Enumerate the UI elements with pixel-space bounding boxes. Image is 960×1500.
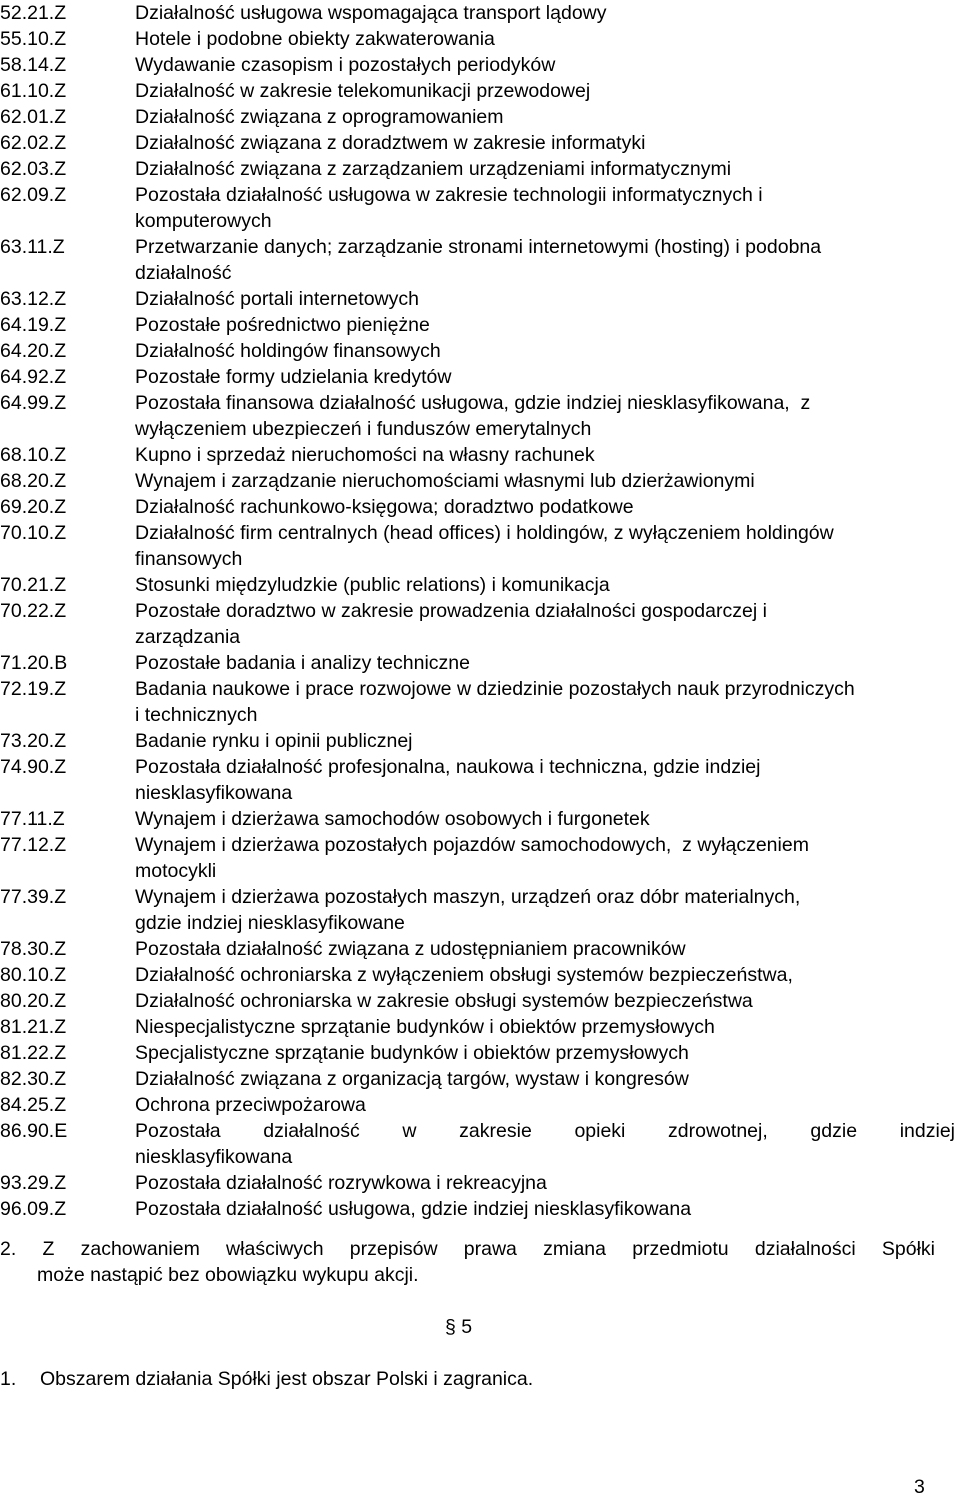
pkd-code: [0, 624, 135, 650]
pkd-description-line: Przetwarzanie danych; zarządzanie stronami internetowymi (hosting) i podobna: [135, 236, 822, 258]
pkd-code: [0, 260, 135, 286]
pkd-code: 63.12.Z: [0, 288, 67, 310]
pkd-code: [0, 208, 135, 234]
pkd-row: [0, 364, 960, 390]
pkd-row: [0, 598, 960, 624]
pkd-code: 58.14.Z: [0, 54, 67, 76]
pkd-description-line: Pozostałe badania i analizy techniczne: [135, 652, 470, 674]
pkd-description-line: i technicznych: [135, 704, 258, 726]
pkd-row: [0, 1066, 960, 1092]
pkd-code: 64.92.Z: [0, 366, 67, 388]
pkd-description-line: Działalność portali internetowych: [135, 288, 419, 310]
pkd-code: 96.09.Z: [0, 1198, 67, 1220]
pkd-code: 93.29.Z: [0, 1172, 67, 1194]
pkd-description-line: Pozostała działalność usługowa, gdzie indziej niesklasyfikowana: [135, 1198, 692, 1220]
pkd-code: [0, 702, 135, 728]
pkd-description-line: Działalność holdingów finansowych: [135, 340, 441, 362]
pkd-row: [0, 650, 960, 676]
pkd-row-continuation: [0, 546, 960, 572]
pkd-code: 62.03.Z: [0, 158, 67, 180]
pkd-row: [0, 1014, 960, 1040]
pkd-row: [0, 442, 960, 468]
pkd-row: [0, 26, 960, 52]
pkd-row: [0, 312, 960, 338]
pkd-row: [0, 130, 960, 156]
pkd-code: 80.20.Z: [0, 990, 67, 1012]
pkd-description-line: Wydawanie czasopism i pozostałych periodyków: [135, 54, 556, 76]
pkd-description-line: Badanie rynku i opinii publicznej: [135, 730, 413, 752]
paragraph-2-line-1: [0, 1236, 935, 1262]
pkd-row: [0, 286, 960, 312]
pkd-code: 86.90.E: [0, 1120, 68, 1142]
pkd-row: [0, 78, 960, 104]
pkd-row: [0, 338, 960, 364]
pkd-description-line: komputerowych: [135, 210, 272, 232]
pkd-row-continuation: [0, 702, 960, 728]
pkd-code: 70.22.Z: [0, 600, 67, 622]
pkd-row: [0, 754, 960, 780]
pkd-row: [0, 1118, 960, 1144]
pkd-code: 64.20.Z: [0, 340, 67, 362]
pkd-description-line: Działalność ochroniarska z wyłączeniem obsługi systemów bezpieczeństwa,: [135, 964, 793, 986]
pkd-code: 81.21.Z: [0, 1016, 67, 1038]
pkd-description-line: wyłączeniem ubezpieczeń i funduszów emerytalnych: [135, 418, 592, 440]
pkd-row: [0, 1092, 960, 1118]
pkd-code: 69.20.Z: [0, 496, 67, 518]
pkd-description-line: Specjalistyczne sprzątanie budynków i obiektów przemysłowych: [135, 1042, 689, 1064]
pkd-description-line: [135, 1118, 960, 1144]
pkd-row: [0, 494, 960, 520]
pkd-row: [0, 468, 960, 494]
pkd-description-line: Pozostałe formy udzielania kredytów: [135, 366, 452, 388]
pkd-row: [0, 1170, 960, 1196]
pkd-description-line: Działalność związana z zarządzaniem urządzeniami informatycznymi: [135, 158, 732, 180]
pkd-code: 62.02.Z: [0, 132, 67, 154]
pkd-code: 63.11.Z: [0, 236, 65, 258]
pkd-code: 52.21.Z: [0, 2, 67, 24]
pkd-code: [0, 910, 135, 936]
pkd-row-continuation: [0, 910, 960, 936]
pkd-code: 82.30.Z: [0, 1068, 67, 1090]
pkd-row-continuation: [0, 260, 960, 286]
pkd-row: [0, 104, 960, 130]
paragraph-2-text-line-2: może nastąpić bez obowiązku wykupu akcji.: [37, 1264, 419, 1286]
pkd-description-line: Działalność w zakresie telekomunikacji przewodowej: [135, 80, 591, 102]
pkd-description-line: Pozostałe pośrednictwo pieniężne: [135, 314, 430, 336]
pkd-description-line: Pozostała działalność związana z udostępnianiem pracowników: [135, 938, 686, 960]
pkd-row: [0, 832, 960, 858]
pkd-description-line: Niespecjalistyczne sprzątanie budynków i obiektów przemysłowych: [135, 1016, 715, 1038]
pkd-description-line: Działalność związana z doradztwem w zakresie informatyki: [135, 132, 646, 154]
pkd-description-line: Działalność związana z oprogramowaniem: [135, 106, 504, 128]
paragraph-2: [0, 1236, 935, 1288]
pkd-code: [0, 858, 135, 884]
pkd-row: [0, 884, 960, 910]
pkd-row: [0, 1196, 960, 1222]
pkd-code: [0, 780, 135, 806]
pkd-row: [0, 234, 960, 260]
pkd-description-line: Działalność firm centralnych (head offices) i holdingów, z wyłączeniem holdingów: [135, 522, 834, 544]
pkd-code: 74.90.Z: [0, 756, 67, 778]
pkd-description-line: Pozostała działalność profesjonalna, naukowa i techniczna, gdzie indziej: [135, 756, 761, 778]
pkd-code: 64.99.Z: [0, 392, 67, 414]
pkd-row: [0, 676, 960, 702]
pkd-code: 62.01.Z: [0, 106, 67, 128]
pkd-description-line: niesklasyfikowana: [135, 1146, 293, 1168]
pkd-code: [0, 546, 135, 572]
page-number: 3: [914, 1476, 925, 1498]
pkd-code: 68.10.Z: [0, 444, 67, 466]
pkd-row: [0, 728, 960, 754]
pkd-row: [0, 182, 960, 208]
pkd-description-line: Hotele i podobne obiekty zakwaterowania: [135, 28, 495, 50]
pkd-code: 81.22.Z: [0, 1042, 67, 1064]
pkd-row: [0, 988, 960, 1014]
pkd-code: 70.10.Z: [0, 522, 67, 544]
pkd-row-continuation: [0, 858, 960, 884]
pkd-description-line: Kupno i sprzedaż nieruchomości na własny rachunek: [135, 444, 595, 466]
pkd-description-line: gdzie indziej niesklasyfikowane: [135, 912, 405, 934]
pkd-description-line: Badania naukowe i prace rozwojowe w dziedzinie pozostałych nauk przyrodniczych: [135, 678, 855, 700]
pkd-row-continuation: [0, 1144, 960, 1170]
pkd-row: [0, 1040, 960, 1066]
pkd-description-line: Działalność rachunkowo-księgowa; doradztwo podatkowe: [135, 496, 634, 518]
pkd-description-line: Wynajem i dzierżawa pozostałych maszyn, urządzeń oraz dóbr materialnych,: [135, 886, 801, 908]
pkd-code: 84.25.Z: [0, 1094, 67, 1116]
pkd-row: [0, 156, 960, 182]
pkd-description-line: Wynajem i dzierżawa pozostałych pojazdów samochodowych, z wyłączeniem: [135, 834, 809, 856]
pkd-code: 77.11.Z: [0, 808, 65, 830]
pkd-row: [0, 962, 960, 988]
pkd-description-line: Pozostała działalność usługowa w zakresie technologii informatycznych i: [135, 184, 763, 206]
pkd-description-line: niesklasyfikowana: [135, 782, 293, 804]
paragraph-1-text: Obszarem działania Spółki jest obszar Polski i zagranica.: [40, 1368, 534, 1390]
paragraph-2-number: 2.: [0, 1238, 17, 1260]
pkd-row: [0, 572, 960, 598]
pkd-description-line: Działalność ochroniarska w zakresie obsługi systemów bezpieczeństwa: [135, 990, 753, 1012]
pkd-row: [0, 936, 960, 962]
pkd-description-line: Działalność usługowa wspomagająca transport lądowy: [135, 2, 607, 24]
paragraph-1-number: 1.: [0, 1368, 17, 1390]
pkd-row: [0, 390, 960, 416]
pkd-description-line: Pozostałe doradztwo w zakresie prowadzenia działalności gospodarczej i: [135, 600, 767, 622]
pkd-row-continuation: [0, 624, 960, 650]
pkd-code: [0, 416, 135, 442]
pkd-description-line: zarządzania: [135, 626, 241, 648]
pkd-code: 72.19.Z: [0, 678, 67, 700]
pkd-row-continuation: [0, 416, 960, 442]
pkd-description-line: działalność: [135, 262, 232, 284]
pkd-description-line: Ochrona przeciwpożarowa: [135, 1094, 366, 1116]
pkd-code: 68.20.Z: [0, 470, 67, 492]
pkd-row: [0, 806, 960, 832]
pkd-code: 55.10.Z: [0, 28, 67, 50]
pkd-description-justified-line: Pozostała działalność w zakresie opieki zdrowotnej, gdzie indziej: [135, 1120, 955, 1142]
pkd-row: [0, 52, 960, 78]
pkd-description-line: Działalność związana z organizacją targów, wystaw i kongresów: [135, 1068, 689, 1090]
pkd-row: [0, 0, 960, 26]
pkd-row-continuation: [0, 208, 960, 234]
section-heading: § 5: [445, 1316, 473, 1338]
pkd-description-line: Wynajem i dzierżawa samochodów osobowych i furgonetek: [135, 808, 650, 830]
pkd-description-line: finansowych: [135, 548, 243, 570]
pkd-code: 62.09.Z: [0, 184, 67, 206]
paragraph-2-text-line-1: Z zachowaniem właściwych przepisów prawa zmiana przedmiotu działalności Spółki: [42, 1238, 935, 1260]
pkd-code: 71.20.B: [0, 652, 68, 674]
pkd-code: 73.20.Z: [0, 730, 67, 752]
pkd-code: [0, 1144, 135, 1170]
pkd-code: 80.10.Z: [0, 964, 67, 986]
pkd-code: 77.39.Z: [0, 886, 67, 908]
pkd-code: 78.30.Z: [0, 938, 67, 960]
pkd-row: [0, 520, 960, 546]
pkd-description-line: Wynajem i zarządzanie nieruchomościami własnymi lub dzierżawionymi: [135, 470, 755, 492]
pkd-code: 70.21.Z: [0, 574, 67, 596]
pkd-code: 61.10.Z: [0, 80, 67, 102]
pkd-description-line: Stosunki międzyludzkie (public relations) i komunikacja: [135, 574, 610, 596]
pkd-code: 64.19.Z: [0, 314, 67, 336]
paragraph-1: [0, 1366, 533, 1392]
pkd-description-line: Pozostała działalność rozrywkowa i rekreacyjna: [135, 1172, 547, 1194]
pkd-code: 77.12.Z: [0, 834, 67, 856]
pkd-row-continuation: [0, 780, 960, 806]
pkd-description-line: Pozostała finansowa działalność usługowa, gdzie indziej niesklasyfikowana, z: [135, 392, 811, 414]
pkd-description-line: motocykli: [135, 860, 217, 882]
